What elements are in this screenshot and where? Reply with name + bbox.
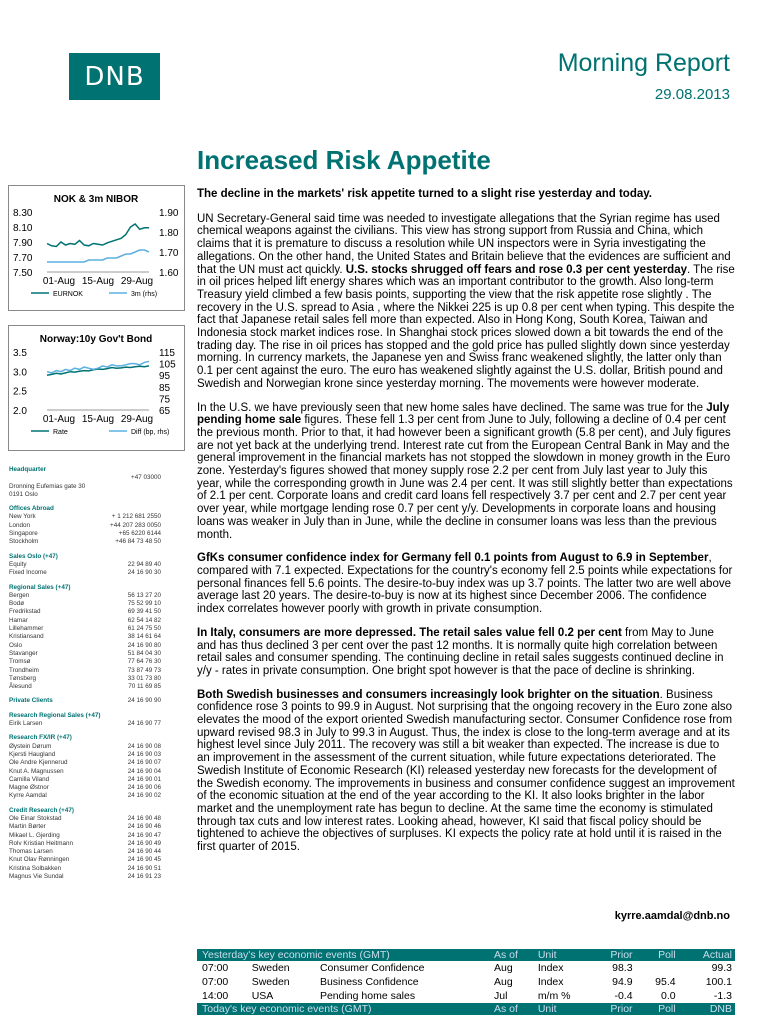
y-tick-right: 75 bbox=[159, 394, 171, 406]
contact-row: Eirik Larsen 24 16 90 77 bbox=[9, 720, 161, 728]
report-title: Morning Report bbox=[557, 49, 730, 77]
contact-section-title: Regional Sales (+47) bbox=[9, 583, 71, 591]
y-tick-right: 1.70 bbox=[159, 248, 179, 259]
contact-row: +47 03000 bbox=[131, 474, 161, 482]
y-tick-left: 2.5 bbox=[13, 386, 27, 398]
contact-section-title: Research FX/IR (+47) bbox=[9, 734, 72, 742]
y-tick-right: 105 bbox=[159, 359, 176, 371]
y-tick-left: 8.30 bbox=[13, 208, 33, 219]
y-tick-right: 95 bbox=[159, 371, 171, 383]
contact-section bbox=[9, 505, 161, 546]
legend-label: Rate bbox=[53, 429, 68, 436]
y-tick-right: 1.60 bbox=[159, 268, 179, 279]
contact-row: Camilla Viland 24 16 90 01 bbox=[9, 775, 161, 783]
contact-row: Kjersti Haugland 24 16 90 03 bbox=[9, 750, 161, 758]
contact-row: Martin Børter 24 16 90 46 bbox=[9, 823, 161, 831]
events-header-row: Today's key economic events (GMT) As of Unit Prior Poll DNB bbox=[197, 1003, 735, 1015]
chart-nok-nibor-svg bbox=[9, 186, 184, 310]
contact-section-title: Private Clients 24 16 90 90 bbox=[9, 697, 161, 705]
series-line bbox=[47, 224, 149, 247]
contact-row: Fredrikstad 69 39 41 50 bbox=[9, 608, 161, 616]
article-body bbox=[197, 188, 735, 865]
legend-label: Diff (bp, rhs) bbox=[131, 429, 170, 436]
contact-row: Equity 22 94 89 40 bbox=[9, 560, 161, 568]
contact-list bbox=[9, 466, 161, 881]
article-lead: The decline in the markets' risk appetite turned to a slight rise yesterday and today. bbox=[197, 188, 652, 200]
contact-section bbox=[9, 712, 161, 729]
y-tick-left: 7.70 bbox=[13, 253, 33, 264]
event-row: 07:00 Sweden Business Confidence Aug Index 94.9 95.4 100.1 bbox=[202, 976, 732, 988]
article-paragraph: UN Secretary-General said time was needed to investigate allegations that the Syrian regime has used chemical weapons against the civilians. This view has strong support from Russia and China, which claims that it is premature to discuss a resolution while UN inspectors were in Syria investigating the allegations. On the other hand, the United States and Britain believe that the evidences are sufficient and that the UN must act quickly. U.S. stocks shrugged off fears and rose 0.3 per cent yesterday. The rise in oil prices helped lift energy shares which was an important contributor to the growth. Also long-term Treasury yield climbed a few basis points, supporting the view that the risk appetite rose slightly . The recovery in the U.S. spread to Asia , where the Nikkei 225 is up 0.8 per cent when typing. This despite the fact that Japanese retail sales fell more than expected. Also in Hong Kong, South Korea, Taiwan and Indonesia stock market indices rose. In Shanghai stock prices slowed down a bit towards the end of the trading day. The rise in oil prices has stopped and the gold price has pulled slightly down since yesterday morning. In currency markets, the Japanese yen and Swiss franc weakened slightly, the latter only than 0.1 per cent against the euro. The euro has weakened slightly against the U.S. dollar, British pound and Swedish and Norwegian krone since yesterday morning. The movements were however moderate. bbox=[197, 212, 735, 390]
y-tick-left: 8.10 bbox=[13, 223, 33, 234]
contact-row: Ålesund 70 11 69 85 bbox=[9, 683, 161, 691]
article-paragraph: In Italy, consumers are more depressed. The retail sales value fell 0.2 per cent from May to June and has thus declined 3 per cent over the past 12 months. It is normally quite high correlation between retail sales and consumer spending. The continuing decline in retail sales suggests continued decline in y/y - rates in private consumption. One bright spot however is that the pace of decline is shrinking. bbox=[197, 626, 724, 677]
y-tick-left: 3.0 bbox=[13, 367, 27, 379]
contact-row: Kristiansand 38 14 61 64 bbox=[9, 633, 161, 641]
chart-norway-bond-svg bbox=[9, 326, 184, 450]
article-paragraph: GfKs consumer confidence index for Germany fell 0.1 points from August to 6.9 in September, compared with 7.1 expected. Expectations for the country's economy fell 2.5 points while expectations for personal finances fell 5.6 points. The desire-to-buy index was up 3.7 points. The latter two are well above average last 20 years. The desire-to-buy is now at its highest since December 2006. The confidence index correlates however poorly with growth in private consumption. bbox=[197, 552, 733, 616]
contact-row: 0191 Oslo bbox=[9, 490, 38, 498]
y-tick-right: 1.90 bbox=[159, 208, 179, 219]
headline: Increased Risk Appetite bbox=[197, 145, 491, 175]
contact-section-title: Credit Research (+47) bbox=[9, 806, 74, 814]
economic-events-table bbox=[197, 949, 735, 1015]
y-tick-right: 115 bbox=[159, 348, 175, 359]
y-tick-left: 2.0 bbox=[13, 406, 27, 417]
y-tick-left: 3.5 bbox=[13, 348, 27, 359]
contact-row: Bodø 75 52 99 10 bbox=[9, 600, 161, 608]
contact-row: Dronning Eufemias gate 30 bbox=[9, 482, 86, 490]
contact-row: Singapore +65 6220 6144 bbox=[9, 530, 161, 538]
contact-row: Magne Østnor 24 16 90 06 bbox=[9, 784, 161, 792]
contact-section-title: Sales Oslo (+47) bbox=[9, 552, 58, 560]
x-tick: 29-Aug bbox=[120, 414, 154, 425]
chart-norway-bond bbox=[8, 325, 185, 451]
contact-row: Lillehammer 61 24 75 50 bbox=[9, 625, 161, 633]
chart-nok-nibor bbox=[8, 185, 185, 311]
contact-section bbox=[9, 584, 161, 692]
contact-row: Magnus Vie Sundal 24 16 91 23 bbox=[9, 873, 161, 881]
contact-section-title: Offices Abroad bbox=[9, 505, 54, 513]
contact-row: Oslo 24 16 90 80 bbox=[9, 641, 161, 649]
chart-title: Norway:10y Gov't Bond bbox=[39, 334, 153, 345]
contact-row: Trondheim 73 87 49 73 bbox=[9, 666, 161, 674]
contact-row: Kristina Solbakken 24 16 90 51 bbox=[9, 864, 161, 872]
contact-row: Stavanger 51 84 04 30 bbox=[9, 649, 161, 657]
contact-row: Hamar 62 54 14 82 bbox=[9, 616, 161, 624]
contact-row: London +44 207 283 0050 bbox=[9, 521, 161, 529]
contact-section bbox=[9, 697, 161, 705]
x-tick: 01-Aug bbox=[42, 414, 76, 425]
dnb-logo: DNB bbox=[69, 53, 160, 100]
contact-section bbox=[9, 553, 161, 578]
legend-label: EURNOK bbox=[53, 291, 83, 298]
contact-section-title: Headquarter bbox=[9, 466, 47, 473]
article-paragraph: In the U.S. we have previously seen that new home sales have declined. The same was true for the July pending home sale figures. These fell 1.3 per cent from June to July, following a decline of 0.4 per cent the previous month. Prior to that, it had however been a significant growth (5.8 per cent), and July figures are not yet back at the underlying trend. Interest rate cut from the European Central Bank in May and the general improvement in the financial markets has not stopped the slowdown in money growth in the Euro zone. Yesterday's figures showed that money supply rose 2.2 per cent from July last year to July this year, while the corresponding growth in June was 2.4 per cent. It was still slightly better than expectations of 2.1 per cent. Corporate loans and credit card loans fell respectively 3.7 per cent and 2.7 per cent year over year, while mortgage lending rose 0.7 per cent y/y. Developments in corporate loans and housing loans was weaker in July than in June, while the decline in consumer loans was less than the previous month. bbox=[197, 401, 733, 541]
x-tick: 29-Aug bbox=[120, 276, 154, 287]
contact-row: Bergen 56 13 27 20 bbox=[9, 591, 161, 599]
x-tick: 15-Aug bbox=[81, 276, 115, 287]
contact-section bbox=[9, 734, 161, 800]
contact-row: Tromsø 77 64 76 30 bbox=[9, 658, 161, 666]
y-tick-right: 1.80 bbox=[159, 228, 179, 239]
contact-row: Kyrre Aamdal 24 16 90 02 bbox=[9, 792, 161, 800]
contact-row: Ole Andre Kjennerud 24 16 90 07 bbox=[9, 759, 161, 767]
events-header-row: Yesterday's key economic events (GMT) As of Unit Prior Poll Actual bbox=[197, 949, 735, 961]
author-email[interactable]: kyrre.aamdal@dnb.no bbox=[614, 910, 730, 922]
article-paragraph: Both Swedish businesses and consumers increasingly look brighter on the situation. Business confidence rose 3 points to 99.9 in August. Not surprising that the ongoing recovery in the Euro zone also elevates the mood of the export oriented Swedish manufacturing sector. Consumer Confidence rose from upward revised 98.3 in July to 99.3 in August. Thus, the index is close to the long-term average and at its highest level since July 2011. The recovery was still a bit weaker than expected. The increase is due to an improvement in the assessment of the current situation, while future expectations deteriorated. The Swedish Institute of Economic Research (KI) released yesterday new forecasts for the development of the Swedish economy. The improvements in business and consumer confidence suggest an improvement of the economic situation at the end of the year according to the KI. It also looks brighter in the labor market and the unemployment rate has begun to decline. At the same time the economy is stimulated through tax cuts and low interest rates. Looking ahead, however, KI said that fiscal policy should be tightened to achieve the objectives of surpluses. KI expects the policy rate at hold until it is raised in the first quarter of 2015. bbox=[197, 688, 735, 854]
event-row: 14:00 USA Pending home sales Jul m/m % -0.4 0.0 -1.3 bbox=[202, 990, 732, 1002]
contact-row: Fixed Income 24 16 90 30 bbox=[9, 569, 161, 577]
contact-row: Thomas Larsen 24 16 90 44 bbox=[9, 848, 161, 856]
contact-row: Stockholm +46 84 73 48 50 bbox=[9, 538, 161, 546]
contact-row: Ole Einar Stokstad 24 16 90 48 bbox=[9, 814, 161, 822]
x-tick: 01-Aug bbox=[42, 276, 76, 287]
contact-row: Knut A. Magnussen 24 16 90 04 bbox=[9, 767, 161, 775]
contact-row: Øystein Dørum 24 16 90 08 bbox=[9, 742, 161, 750]
contact-row: New York + 1 212 681 2550 bbox=[9, 513, 161, 521]
contact-section bbox=[9, 807, 161, 882]
y-tick-right: 85 bbox=[159, 382, 171, 394]
y-tick-left: 7.50 bbox=[13, 268, 33, 279]
event-row: 07:00 Sweden Consumer Confidence Aug Index 98.3 99.3 bbox=[202, 962, 732, 974]
legend-label: 3m (rhs) bbox=[131, 291, 158, 298]
contact-row: Mikael L. Gjerding 24 16 90 47 bbox=[9, 831, 161, 839]
contact-row: Tønsberg 33 01 73 80 bbox=[9, 674, 161, 682]
y-tick-right: 65 bbox=[159, 406, 171, 417]
x-tick: 15-Aug bbox=[81, 414, 115, 425]
contact-section-title: Research Regional Sales (+47) bbox=[9, 711, 101, 719]
contact-row: Knut Olav Rønningen 24 16 90 45 bbox=[9, 856, 161, 864]
chart-title: NOK & 3m NIBOR bbox=[53, 194, 139, 205]
contact-section bbox=[9, 466, 161, 499]
report-date: 29.08.2013 bbox=[654, 86, 730, 103]
series-line bbox=[47, 250, 149, 262]
contact-row: Rolv Kristian Heitmann 24 16 90 49 bbox=[9, 839, 161, 847]
y-tick-left: 7.90 bbox=[13, 238, 33, 249]
